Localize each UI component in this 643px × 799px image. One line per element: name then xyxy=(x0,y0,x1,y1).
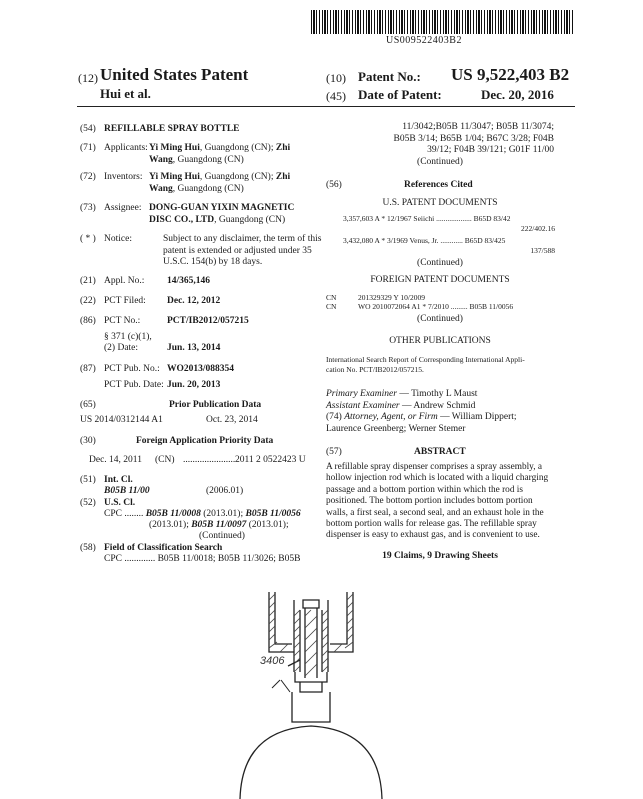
applicant-2-last: Wang xyxy=(149,154,173,165)
us-cl-date-1: (2013.01); xyxy=(200,509,246,519)
applicant-1-name: Yi Ming Hui xyxy=(149,143,200,153)
continued-1-wrap xyxy=(326,157,554,169)
priority-number: 2011 2 0522423 U xyxy=(235,455,306,465)
applicant-2-first: Zhi xyxy=(275,143,291,153)
primary-examiner-label: Primary Examiner xyxy=(326,389,397,399)
barcode-number: US009522403B2 xyxy=(386,35,462,46)
foreign-doc-1: 201329329 Y 10/2009 xyxy=(358,293,425,302)
applicants-value xyxy=(149,143,319,166)
pct-pub-date-label: PCT Pub. Date: xyxy=(104,380,164,390)
cls-line-3: 39/12; F04B 39/121; G01F 11/00 xyxy=(427,145,554,155)
prior-pub-date: Oct. 23, 2014 xyxy=(206,415,258,425)
references-title: References Cited xyxy=(404,180,473,190)
us-cl-date-2: (2013.01); xyxy=(149,520,192,530)
us-doc-2 xyxy=(343,236,555,256)
int-cl-version: (2006.01) xyxy=(206,486,244,496)
assistant-examiner: — Andrew Schmid xyxy=(399,400,476,411)
code-10: (10) xyxy=(326,71,346,85)
code-12: (12) xyxy=(78,71,98,85)
abstract-line-1: A refillable spray dispenser comprises a spray assembly, a xyxy=(326,462,543,472)
foreign-doc-2: WO 2010072064 A1 * 7/2010 ......... B05B 11/0056 xyxy=(358,302,514,311)
us-doc-1-main: 3,357,603 A * 12/1967 Seiichi ................... B65D 83/42 xyxy=(343,214,511,223)
claims-count: 19 Claims, 9 Drawing Sheets xyxy=(382,551,498,561)
continued-2-wrap xyxy=(326,258,554,270)
abstract-line-5: walls, a first seal, a second seal, and an exhaust hole in the xyxy=(326,507,544,518)
pct-no-label: PCT No.: xyxy=(104,316,141,326)
abstract-body xyxy=(326,462,555,542)
header-rule xyxy=(77,106,575,107)
invention-title: REFILLABLE SPRAY BOTTLE xyxy=(104,124,240,134)
continued-3: (Continued) xyxy=(417,314,463,324)
abstract-line-6: bottom portion walls for release gas. The refillable spray xyxy=(326,519,537,530)
code-74: (74) xyxy=(326,412,345,422)
continued-1: (Continued) xyxy=(417,157,463,167)
prior-pub-title: Prior Publication Data xyxy=(169,400,262,410)
continued-3-wrap xyxy=(326,314,554,326)
abstract-title: ABSTRACT xyxy=(414,447,466,457)
notice-line-2: patent is extended or adjusted under 35 xyxy=(163,245,312,256)
code-54: (54) xyxy=(80,124,96,134)
us-cl-label: U.S. Cl. xyxy=(104,498,136,508)
us-cl-code-1: B05B 11/0008 xyxy=(145,509,201,519)
drawing-label: 3406 xyxy=(260,655,285,667)
us-cl-cpc: CPC ........ xyxy=(104,509,144,519)
abstract-line-7: dispenser is easy to exhaust gas, and is convenient to use. xyxy=(326,530,540,541)
prior-pub-number: US 2014/0312144 A1 xyxy=(80,415,163,425)
code-57: (57) xyxy=(326,447,342,457)
us-cl-continued: (Continued) xyxy=(199,531,245,541)
code-52: (52) xyxy=(80,498,96,508)
inventor-line: Hui et al. xyxy=(100,86,151,101)
abstract-line-2: hollow injection rod which is located with a liquid charging xyxy=(326,473,549,484)
priority-dots: ...................... xyxy=(183,455,236,465)
appl-no-label: Appl. No.: xyxy=(104,276,145,286)
inventor-1-loc: , Guangdong (CN); xyxy=(199,172,276,182)
notice-label: Notice: xyxy=(104,234,132,244)
inventor-2-last: Wang xyxy=(149,183,173,194)
assignee-value xyxy=(149,203,319,226)
assistant-examiner-label: Assistant Examiner xyxy=(326,400,400,411)
cls-line-1: 11/3042;B05B 11/3047; B05B 11/3074; xyxy=(402,122,554,132)
code-71: (71) xyxy=(80,143,96,153)
classification-continued xyxy=(326,122,554,157)
section-371: § 371 (c)(1), xyxy=(104,332,152,342)
attorney: — William Dippert; xyxy=(437,412,517,422)
other-pubs-title-text: OTHER PUBLICATIONS xyxy=(389,336,491,346)
assignee-label: Assignee: xyxy=(104,203,142,213)
inventors-value xyxy=(149,172,319,195)
patent-date: Dec. 20, 2016 xyxy=(481,87,554,102)
code-86: (86) xyxy=(80,316,96,326)
assignee-name-1: DONG-GUAN YIXIN MAGNETIC xyxy=(149,203,295,213)
other-pubs-title xyxy=(326,336,554,348)
patent-number: US 9,522,403 B2 xyxy=(451,65,570,84)
attorney-label: Attorney, Agent, or Firm xyxy=(344,412,438,422)
foreign-docs-title xyxy=(326,275,554,287)
date-2-label: (2) Date: xyxy=(104,343,139,353)
patent-no-label: Patent No.: xyxy=(358,69,421,84)
inventor-1-name: Yi Ming Hui xyxy=(149,172,200,182)
abstract-line-3: passage and a bottom portion within which the rod is xyxy=(326,484,524,495)
priority-date: Dec. 14, 2011 xyxy=(89,455,142,465)
code-87: (87) xyxy=(80,364,96,374)
primary-examiner: — Timothy L Maust xyxy=(396,389,478,399)
applicant-1-loc: , Guangdong (CN); xyxy=(199,143,276,153)
code-73: (73) xyxy=(80,203,96,213)
field-search-value: CPC ............. B05B 11/0018; B05B 11/3026; B05B xyxy=(104,554,301,564)
inventor-2-loc: , Guangdong (CN) xyxy=(172,183,244,194)
int-cl-label: Int. Cl. xyxy=(104,475,133,485)
pct-pub-no-label: PCT Pub. No.: xyxy=(104,364,160,374)
continued-2: (Continued) xyxy=(417,258,463,268)
patent-drawing xyxy=(180,580,480,799)
us-doc-2-sub: 137/588 xyxy=(530,246,555,255)
foreign-docs-title-text: FOREIGN PATENT DOCUMENTS xyxy=(370,275,510,285)
other-pubs xyxy=(326,355,556,375)
abstract-line-4: positioned. The bottom portion includes bottom portion xyxy=(326,496,533,507)
claims-wrap xyxy=(326,551,554,563)
us-cl-date-3: (2013.01); xyxy=(246,520,289,530)
other-pub-line-1: International Search Report of Corresponding International Appli- xyxy=(326,355,525,364)
pct-no-value: PCT/IB2012/057215 xyxy=(167,316,249,326)
document-title: United States Patent xyxy=(100,65,249,84)
pct-filed-value: Dec. 12, 2012 xyxy=(167,296,221,306)
applicant-2-loc: , Guangdong (CN) xyxy=(172,154,244,165)
appl-no-value: 14/365,146 xyxy=(167,276,211,286)
priority-country: (CN) xyxy=(155,455,175,465)
notice-text xyxy=(163,234,323,269)
code-30: (30) xyxy=(80,436,96,446)
code-65: (65) xyxy=(80,400,96,410)
assignee-name-2: DISC CO., LTD xyxy=(149,214,215,225)
code-56: (56) xyxy=(326,180,342,190)
foreign-priority-title: Foreign Application Priority Data xyxy=(136,436,274,446)
code-72: (72) xyxy=(80,172,96,182)
pct-pub-no-value: WO2013/088354 xyxy=(167,364,235,374)
us-docs-title xyxy=(326,198,554,210)
us-cl-code-2: B05B 11/0056 xyxy=(245,509,301,519)
cls-line-2: B05B 3/14; B65B 1/04; B67C 3/28; F04B xyxy=(393,133,554,144)
us-doc-2-main: 3,432,080 A * 3/1969 Venus, Jr. ............ B65D 83/425 xyxy=(343,236,506,245)
code-45: (45) xyxy=(326,89,346,103)
us-docs-title-text: U.S. PATENT DOCUMENTS xyxy=(382,198,498,208)
code-58: (58) xyxy=(80,543,96,553)
us-doc-1-sub: 222/402.16 xyxy=(521,224,555,233)
date-label: Date of Patent: xyxy=(358,87,442,102)
code-21: (21) xyxy=(80,276,96,286)
applicants-label: Applicants: xyxy=(104,143,148,153)
pct-pub-date-value: Jun. 20, 2013 xyxy=(167,380,221,390)
us-cl-value xyxy=(104,509,324,521)
foreign-doc-1-country: CN xyxy=(326,293,337,302)
us-cl-code-3: B05B 11/0097 xyxy=(191,520,247,530)
us-doc-1 xyxy=(343,214,555,234)
notice-line-3: U.S.C. 154(b) by 18 days. xyxy=(163,257,263,267)
barcode xyxy=(311,10,573,34)
foreign-doc-2-country: CN xyxy=(326,302,337,311)
examiners xyxy=(326,389,558,435)
pct-filed-label: PCT Filed: xyxy=(104,296,146,306)
code-notice: ( * ) xyxy=(80,234,96,244)
code-22: (22) xyxy=(80,296,96,306)
date-2-value: Jun. 13, 2014 xyxy=(167,343,221,353)
inventor-2-first: Zhi xyxy=(275,172,291,182)
field-search-label: Field of Classification Search xyxy=(104,543,223,553)
notice-line-1: Subject to any disclaimer, the term of this xyxy=(163,234,322,244)
attorney-line-2: Laurence Greenberg; Werner Stemer xyxy=(326,423,466,434)
assignee-loc: , Guangdong (CN) xyxy=(214,214,286,225)
int-cl-value: B05B 11/00 xyxy=(104,486,150,496)
us-cl-value-2 xyxy=(149,520,325,532)
code-51: (51) xyxy=(80,475,96,485)
other-pub-line-2: cation No. PCT/IB2012/057215. xyxy=(326,365,424,374)
inventors-label: Inventors: xyxy=(104,172,143,182)
